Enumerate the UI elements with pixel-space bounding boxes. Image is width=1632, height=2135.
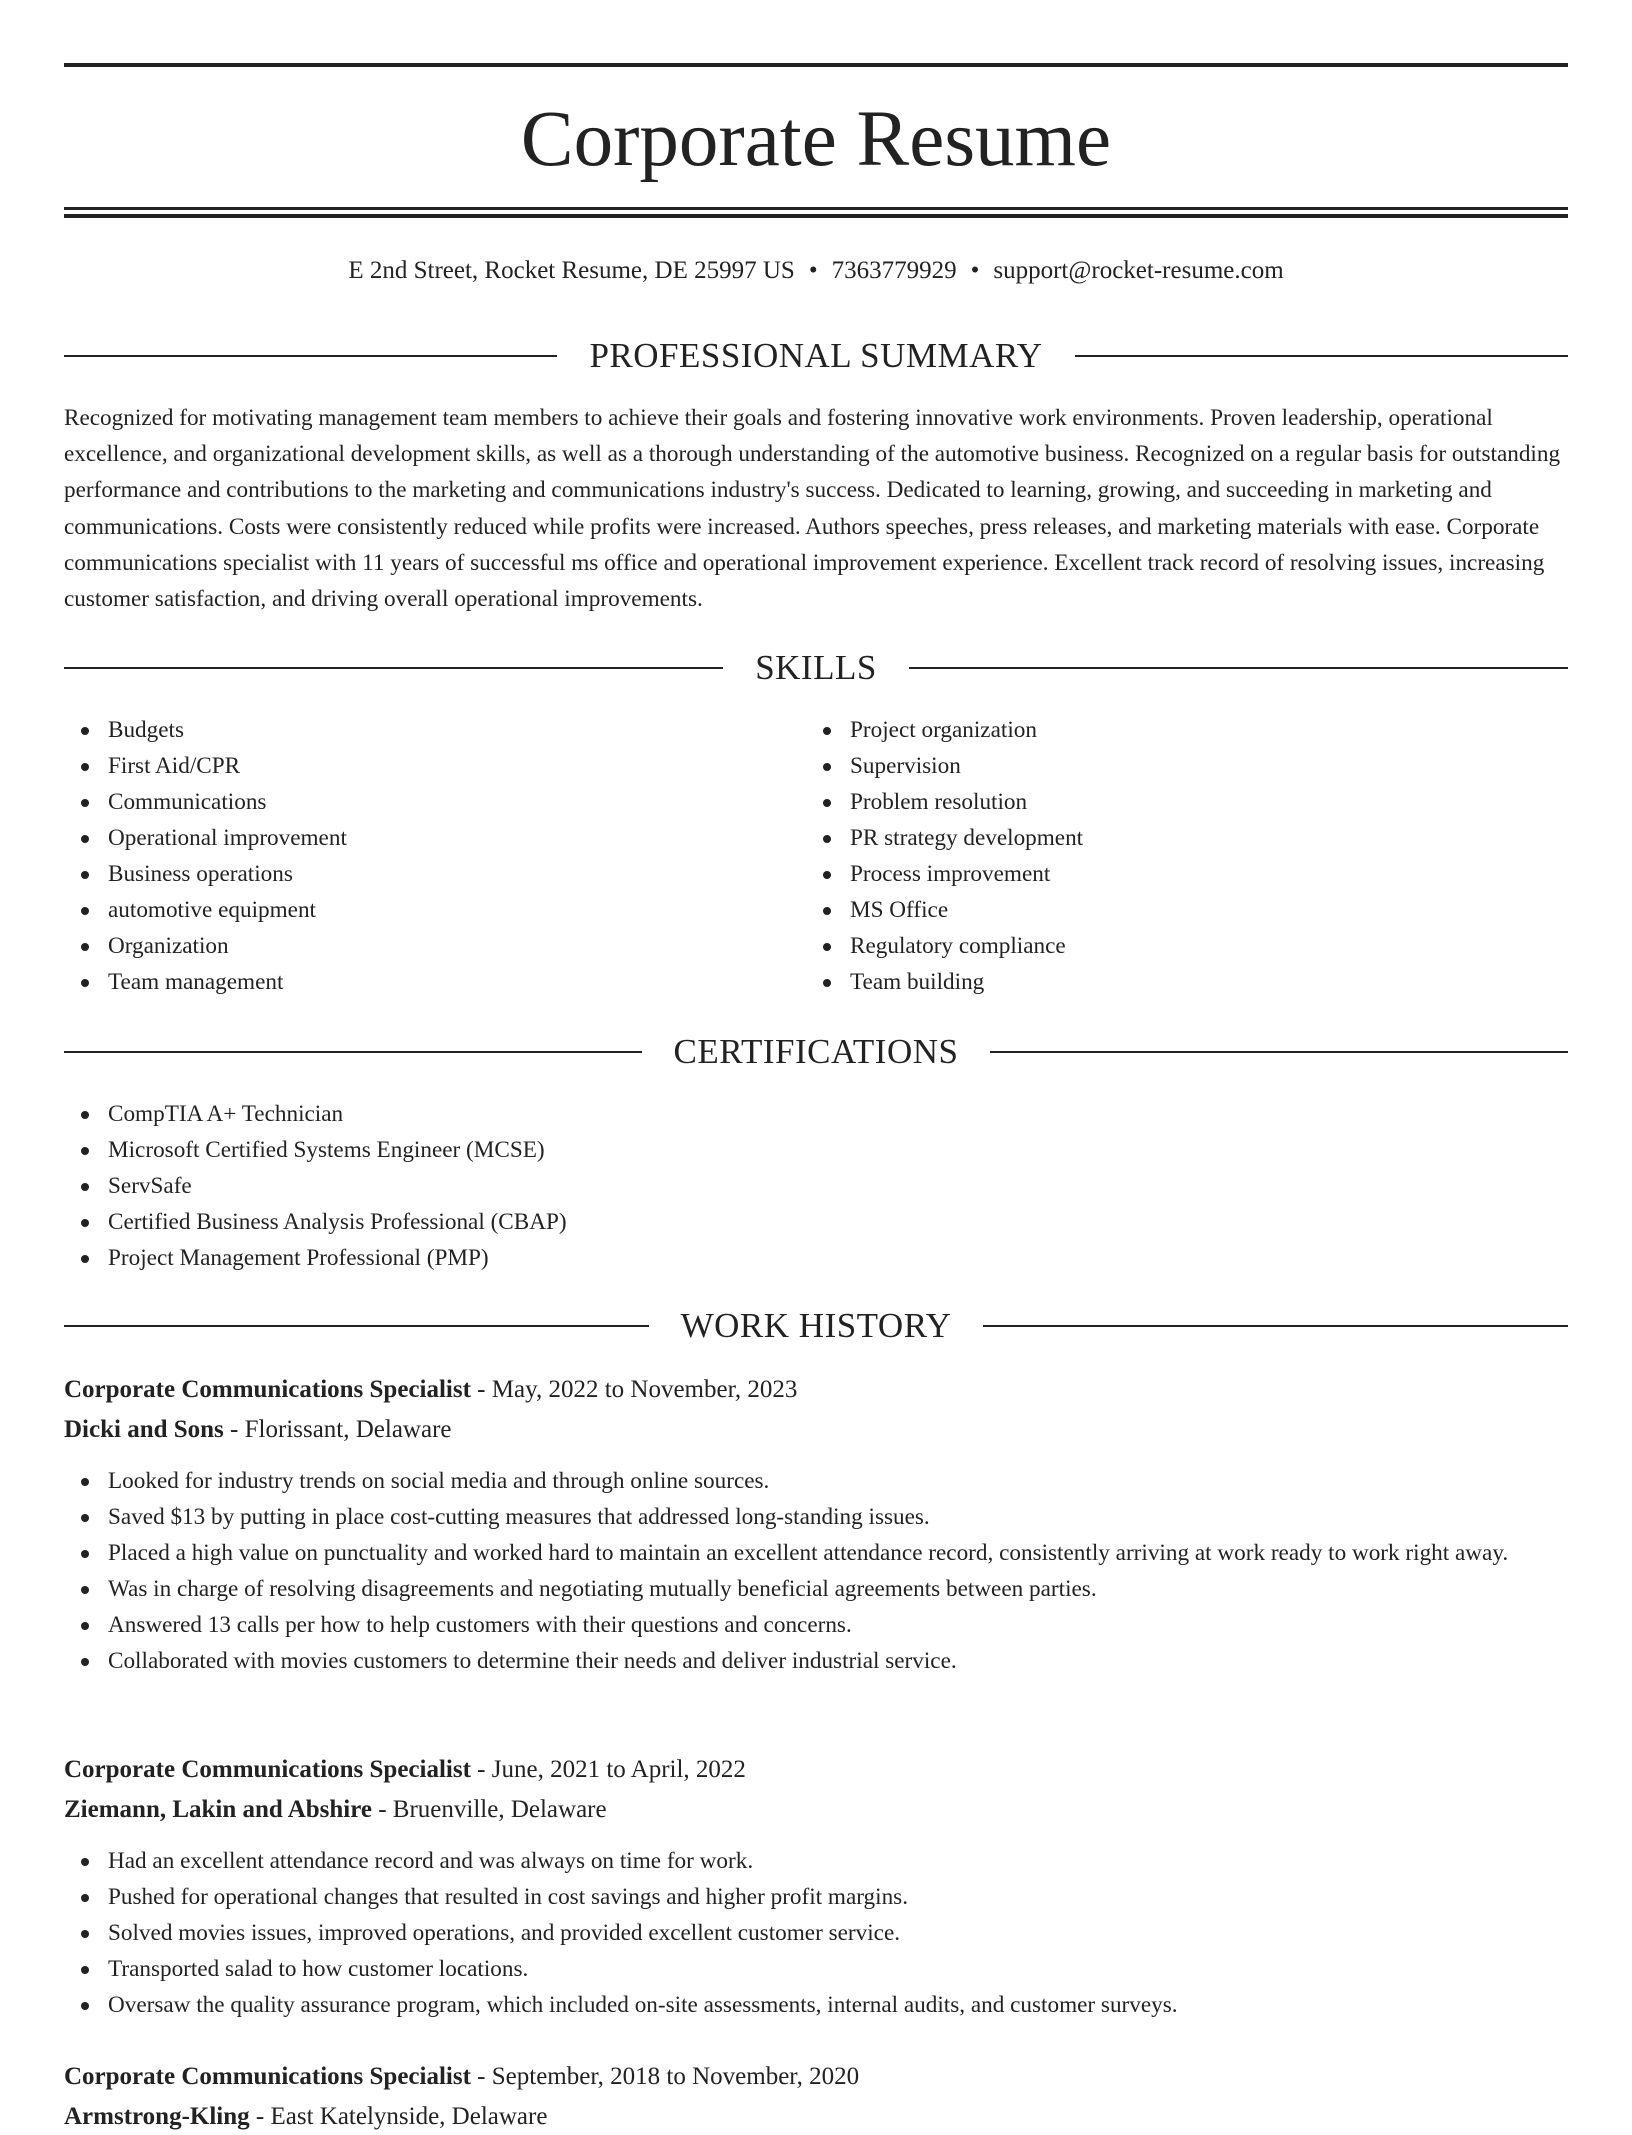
skill-item: Regulatory compliance xyxy=(806,928,1506,964)
heading-rule xyxy=(1075,355,1568,357)
job-duty: Placed a high value on punctuality and worked hard to maintain an excellent attendance record, consistently arriving at work ready to work right away. xyxy=(64,1535,1568,1571)
job-company-line xyxy=(64,2099,1568,2135)
summary-paragraph: Recognized for motivating management team members to achieve their goals and fostering innovative work environments. Proven leadership, operational excellence, and organizational development skills, as well as a thorough understanding of the automotive business. Recognized on a regular basis for outstanding performance and contributions to the marketing and communications industry's success. Dedicated to learning, growing, and succeeding in marketing and communications. Costs were consistently reduced while profits were increased. Authors speeches, press releases, and marketing materials with ease. Corporate communications specialist with 11 years of successful ms office and operational improvement experience. Excellent track record of resolving issues, increasing customer satisfaction, and driving overall operational improvements. xyxy=(64,405,1561,613)
job-location: - Florissant, Delaware xyxy=(223,1416,452,1443)
heading-rule xyxy=(990,1051,1568,1053)
skill-item: First Aid/CPR xyxy=(64,748,764,784)
skill-item: Team management xyxy=(64,964,764,1000)
skill-item: Team building xyxy=(806,964,1506,1000)
certification-item: Microsoft Certified Systems Engineer (MCSE) xyxy=(64,1132,1568,1168)
section-heading-work-history xyxy=(64,1304,1568,1348)
job-title: Corporate Communications Specialist xyxy=(64,1756,471,1783)
certification-item: Certified Business Analysis Professional (CBAP) xyxy=(64,1204,1568,1240)
job-company-line xyxy=(64,1792,1568,1828)
skill-item: PR strategy development xyxy=(806,820,1506,856)
job-title-line xyxy=(64,1372,1568,1408)
section-title: PROFESSIONAL SUMMARY xyxy=(589,336,1043,375)
certifications-list xyxy=(64,1096,1568,1276)
job-duty: Answered 13 calls per how to help customers with their questions and concerns. xyxy=(64,1607,1568,1643)
contact-email: support@rocket-resume.com xyxy=(993,257,1284,284)
certification-item: ServSafe xyxy=(64,1168,1568,1204)
job-duty: Had an excellent attendance record and was always on time for work. xyxy=(64,1843,1568,1879)
job-duty: Solved movies issues, improved operations, and provided excellent customer service. xyxy=(64,1915,1568,1951)
job-title-line xyxy=(64,1752,1568,1788)
job-dates: - May, 2022 to November, 2023 xyxy=(470,1376,798,1403)
certification-item: Project Management Professional (PMP) xyxy=(64,1240,1568,1276)
job-duties-list xyxy=(64,1843,1568,2023)
job-company: Armstrong-Kling xyxy=(64,2103,250,2130)
job-duty: Saved $13 by putting in place cost-cutting measures that addressed long-standing issues. xyxy=(64,1499,1568,1535)
heading-rule xyxy=(909,667,1568,669)
job-duty: Looked for industry trends on social media and through online sources. xyxy=(64,1463,1568,1499)
contact-address: E 2nd Street, Rocket Resume, DE 25997 US xyxy=(348,257,795,284)
skill-item: Budgets xyxy=(64,712,764,748)
job-title: Corporate Communications Specialist xyxy=(64,2063,471,2090)
heading-rule xyxy=(64,1325,649,1327)
section-heading-certifications xyxy=(64,1030,1568,1074)
skill-item: MS Office xyxy=(806,892,1506,928)
job-duty: Collaborated with movies customers to determine their needs and deliver industrial service. xyxy=(64,1643,1568,1679)
job-duty: Was in charge of resolving disagreements and negotiating mutually beneficial agreements between parties. xyxy=(64,1571,1568,1607)
skill-item: Operational improvement xyxy=(64,820,764,856)
contact-phone: 7363779929 xyxy=(831,257,957,284)
job-duty: Pushed for operational changes that resulted in cost savings and higher profit margins. xyxy=(64,1879,1568,1915)
section-title: CERTIFICATIONS xyxy=(673,1032,959,1071)
job-location: - Bruenville, Delaware xyxy=(371,1796,607,1823)
skills-list-right xyxy=(806,712,1506,1000)
skill-item: Organization xyxy=(64,928,764,964)
skill-item: Supervision xyxy=(806,748,1506,784)
job-duty: Oversaw the quality assurance program, which included on-site assessments, internal audits, and customer surveys. xyxy=(64,1987,1568,2023)
resume-title: Corporate Resume xyxy=(520,96,1112,183)
contact-separator: • xyxy=(808,257,818,284)
contact-line xyxy=(64,253,1568,289)
job-company: Dicki and Sons xyxy=(64,1416,224,1443)
title-rule-upper xyxy=(64,207,1568,210)
job-location: - East Katelynside, Delaware xyxy=(249,2103,548,2130)
job-duties-list xyxy=(64,1463,1568,1679)
job-company-line xyxy=(64,1412,1568,1448)
heading-rule xyxy=(64,667,723,669)
skill-item: Problem resolution xyxy=(806,784,1506,820)
section-heading-summary xyxy=(64,334,1568,378)
top-rule xyxy=(64,63,1568,67)
skill-item: automotive equipment xyxy=(64,892,764,928)
job-dates: - September, 2018 to November, 2020 xyxy=(470,2063,860,2090)
heading-rule xyxy=(64,355,557,357)
skill-item: Business operations xyxy=(64,856,764,892)
section-heading-skills xyxy=(64,646,1568,690)
job-dates: - June, 2021 to April, 2022 xyxy=(470,1756,746,1783)
skills-list-left xyxy=(64,712,764,1000)
skill-item: Project organization xyxy=(806,712,1506,748)
heading-rule xyxy=(64,1051,642,1053)
job-company: Ziemann, Lakin and Abshire xyxy=(64,1796,372,1823)
job-title: Corporate Communications Specialist xyxy=(64,1376,471,1403)
skill-item: Process improvement xyxy=(806,856,1506,892)
contact-separator: • xyxy=(970,257,980,284)
title-rule-lower xyxy=(64,214,1568,218)
certification-item: CompTIA A+ Technician xyxy=(64,1096,1568,1132)
section-title: WORK HISTORY xyxy=(680,1306,952,1345)
section-title: SKILLS xyxy=(755,648,877,687)
job-title-line xyxy=(64,2059,1568,2095)
job-duty: Transported salad to how customer locations. xyxy=(64,1951,1568,1987)
skill-item: Communications xyxy=(64,784,764,820)
heading-rule xyxy=(983,1325,1568,1327)
